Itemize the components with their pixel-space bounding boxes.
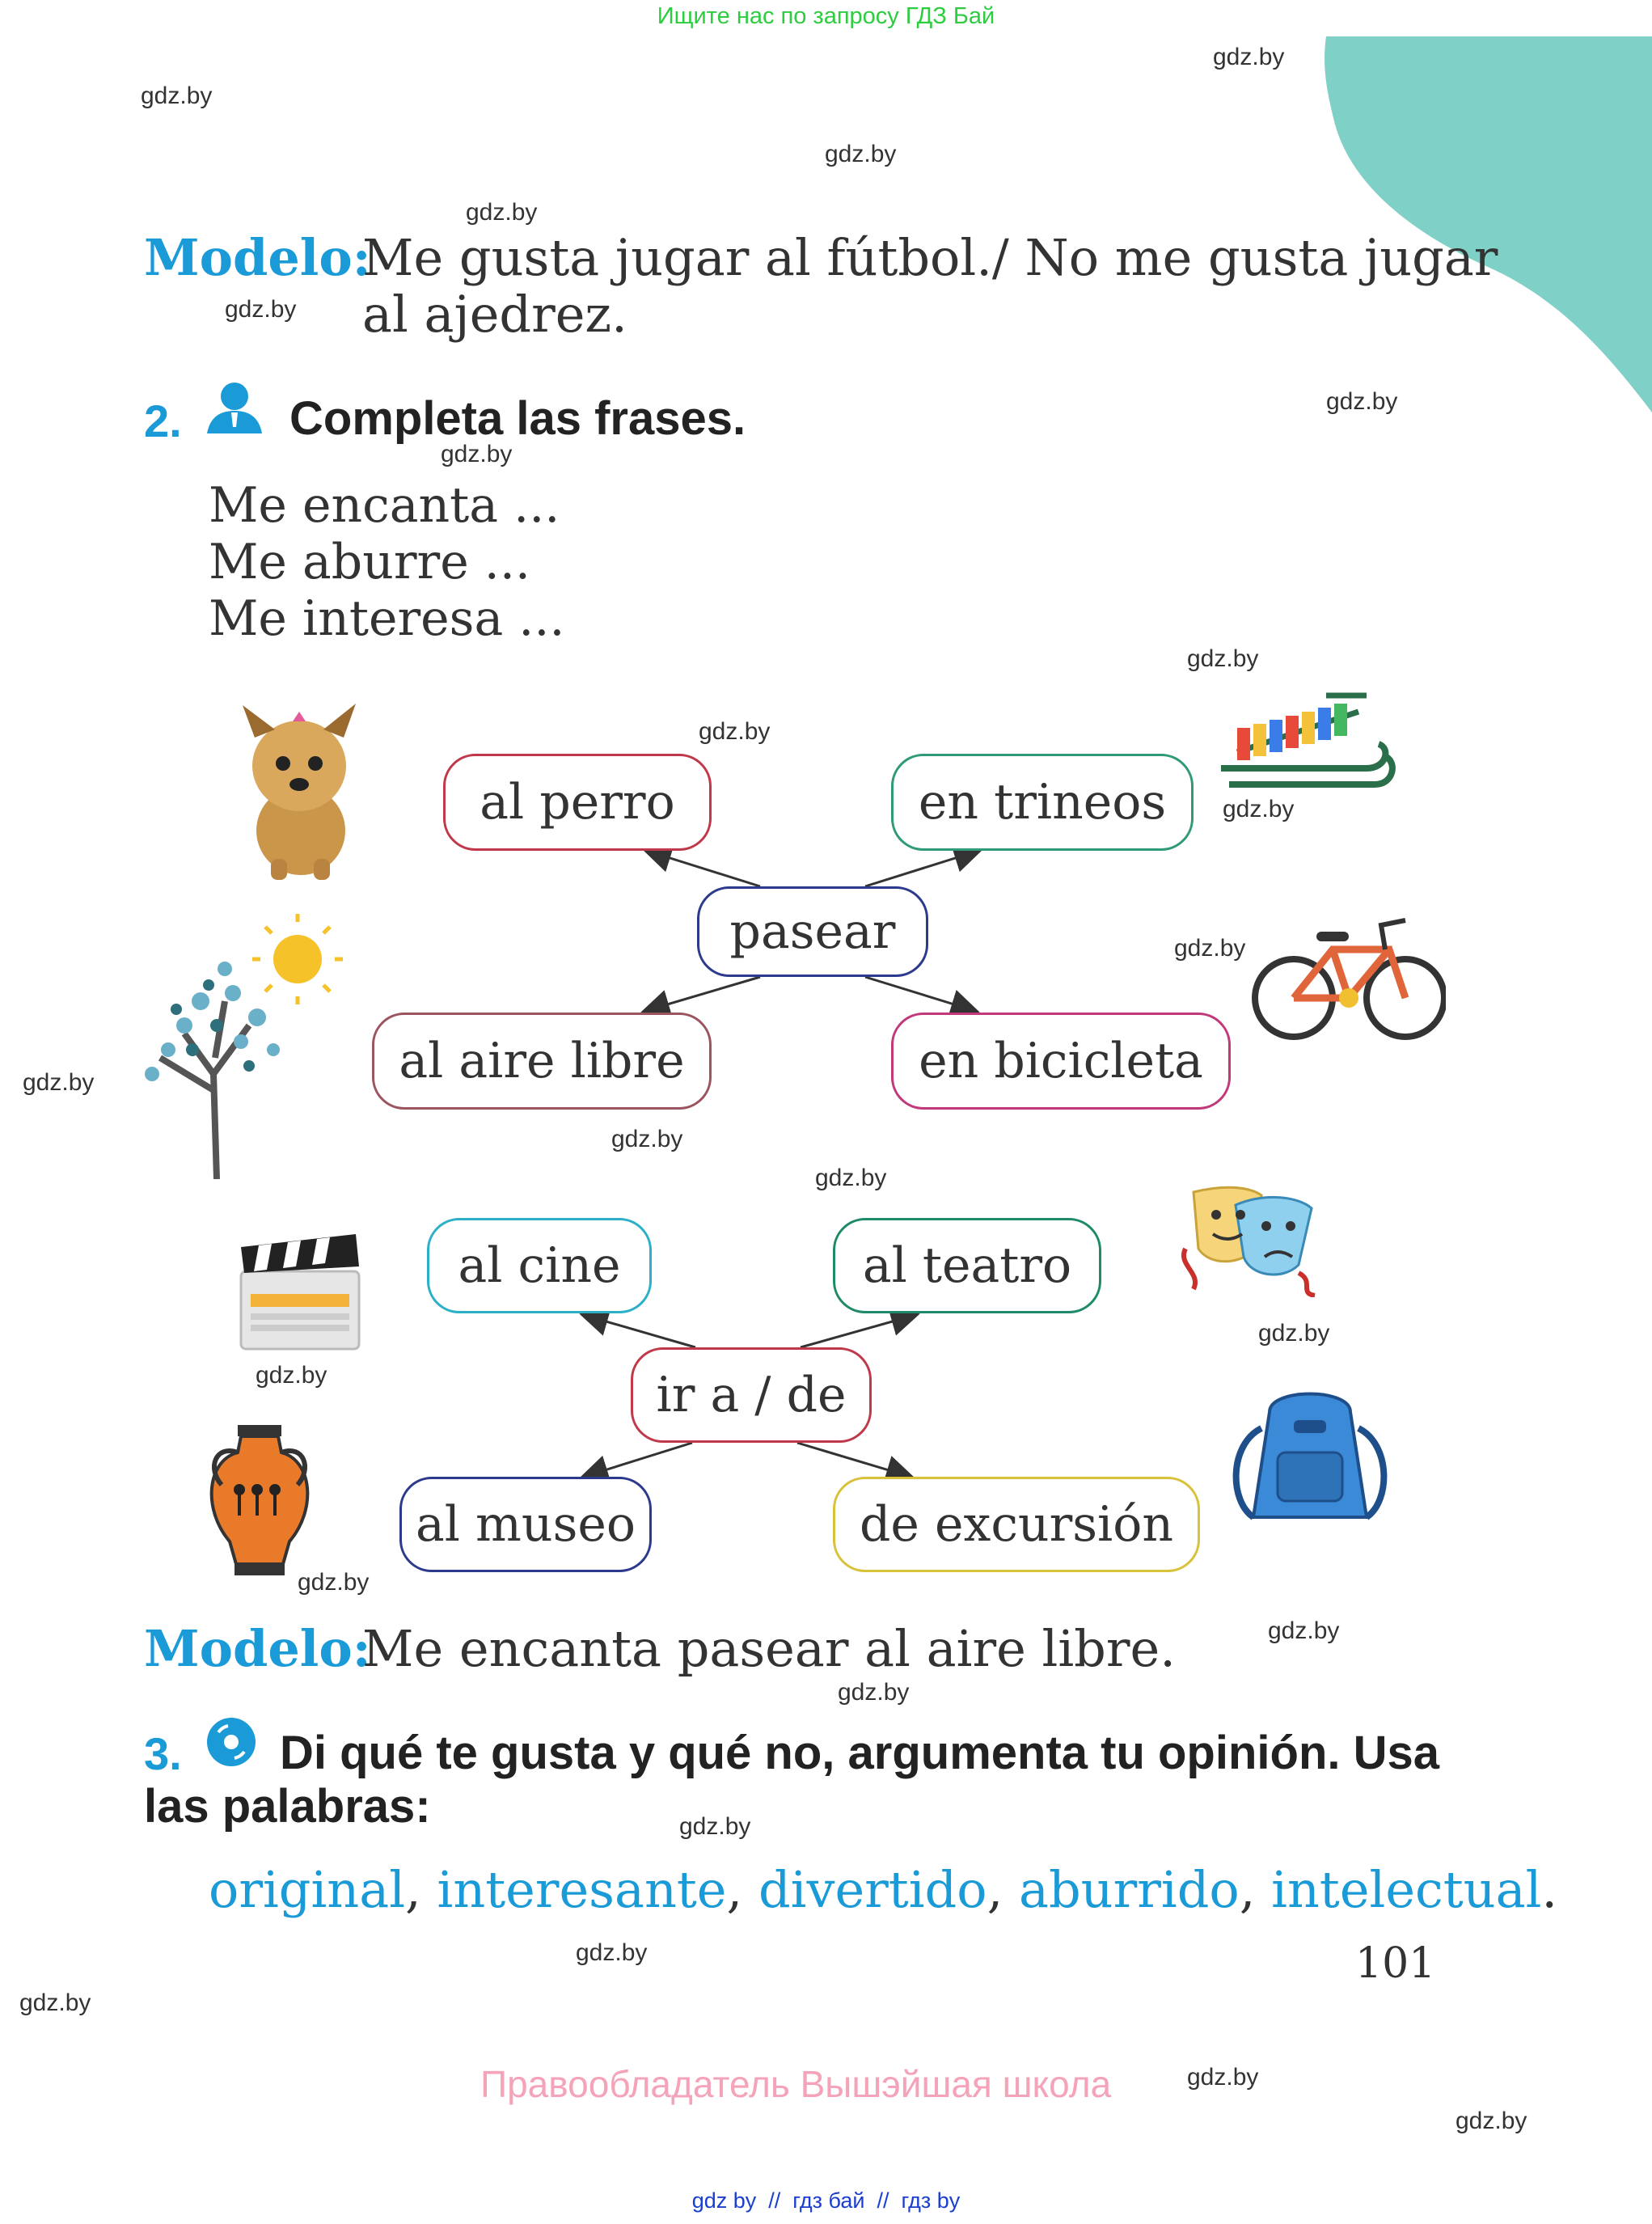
watermark: gdz.by [1187,2064,1259,2091]
option-box: en trineos [891,754,1194,851]
watermark: gdz.by [679,1813,751,1840]
watermark: gdz.by [611,1126,683,1152]
watermark: gdz.by [1174,935,1246,962]
model-sentence: Me encanta pasear al aire libre. [362,1619,1176,1678]
task-number: 3. [144,1728,182,1779]
watermark: gdz.by [1268,1617,1340,1644]
option-box: al aire libre [372,1013,712,1110]
watermark: gdz.by [1213,44,1285,70]
watermark: gdz.by [23,1069,95,1096]
watermark: gdz.by [141,82,213,109]
word-item: interesante [437,1860,727,1919]
task-title: Completa las frases. [289,392,746,445]
dog-icon [226,689,372,883]
word-item: divertido [758,1860,987,1919]
model-label: Modelo: [144,1619,371,1678]
center-verb-box: ir a / de [631,1347,872,1443]
clapperboard-icon [234,1223,364,1352]
task-title-line1: Di qué te gusta y qué no, argumenta tu opinión. Usa [280,1727,1439,1779]
end-punctuation: . [1541,1860,1558,1919]
watermark: gdz.by [815,1165,887,1191]
tree-with-sun-icon [136,912,346,1179]
separator: , [987,1860,1003,1919]
task-title-line2: las palabras: [144,1780,431,1833]
watermark: gdz.by [1456,2108,1527,2134]
watermark: gdz.by [1187,645,1259,672]
page-number: 101 [1355,1939,1436,1988]
watermark: gdz.by [1326,388,1398,415]
word-item: intelectual [1271,1860,1542,1919]
watermark: gdz.by [19,1989,91,2016]
footer-links[interactable]: gdz by // гдз бай // гдз by [691,2188,961,2213]
theater-masks-icon [1177,1176,1320,1297]
phrase-item: Me aburre ... [209,534,530,590]
task-number: 2. [144,395,182,446]
watermark: gdz.by [825,141,897,167]
watermark: gdz.by [576,1939,648,1966]
watermark: gdz.by [466,199,538,226]
option-box: al museo [399,1477,652,1572]
option-box: al teatro [833,1218,1101,1313]
watermark: gdz.by [1223,796,1295,822]
word-item: original [209,1860,406,1919]
option-box: al cine [427,1218,652,1313]
center-verb-box: pasear [697,886,928,977]
phrase-item: Me encanta ... [209,477,560,534]
disc-icon [204,1715,259,1769]
watermark: gdz.by [1258,1320,1330,1347]
option-box: al perro [443,754,712,851]
separator: , [405,1860,421,1919]
option-box: en bicicleta [891,1013,1231,1110]
word-item: aburrido [1019,1860,1240,1919]
watermark: gdz.by [441,441,513,467]
watermark: gdz.by [838,1679,910,1706]
model-sentence-line2: al ajedrez. [362,285,627,344]
model-label: Modelo: [144,228,371,287]
copyright-text: Правообладатель Вышэйшая школа [480,2063,1112,2105]
sled-icon [1205,671,1399,801]
watermark: gdz.by [256,1362,327,1389]
word-list [209,1860,1557,1919]
bicycle-icon [1252,909,1446,1055]
separator: , [726,1860,743,1919]
separator: , [1239,1860,1256,1919]
phrase-item: Me interesa ... [209,590,565,647]
amphora-icon [199,1420,320,1579]
watermark: gdz.by [225,296,297,323]
option-box: de excursión [833,1477,1200,1572]
watermark: gdz.by [699,718,771,745]
watermark: gdz.by [298,1569,370,1596]
model-sentence-line1: Me gusta jugar al fútbol./ No me gusta jugar [362,228,1498,287]
backpack-icon [1229,1380,1391,1533]
top-banner[interactable]: Ищите нас по запросу ГДЗ Бай [657,3,995,29]
